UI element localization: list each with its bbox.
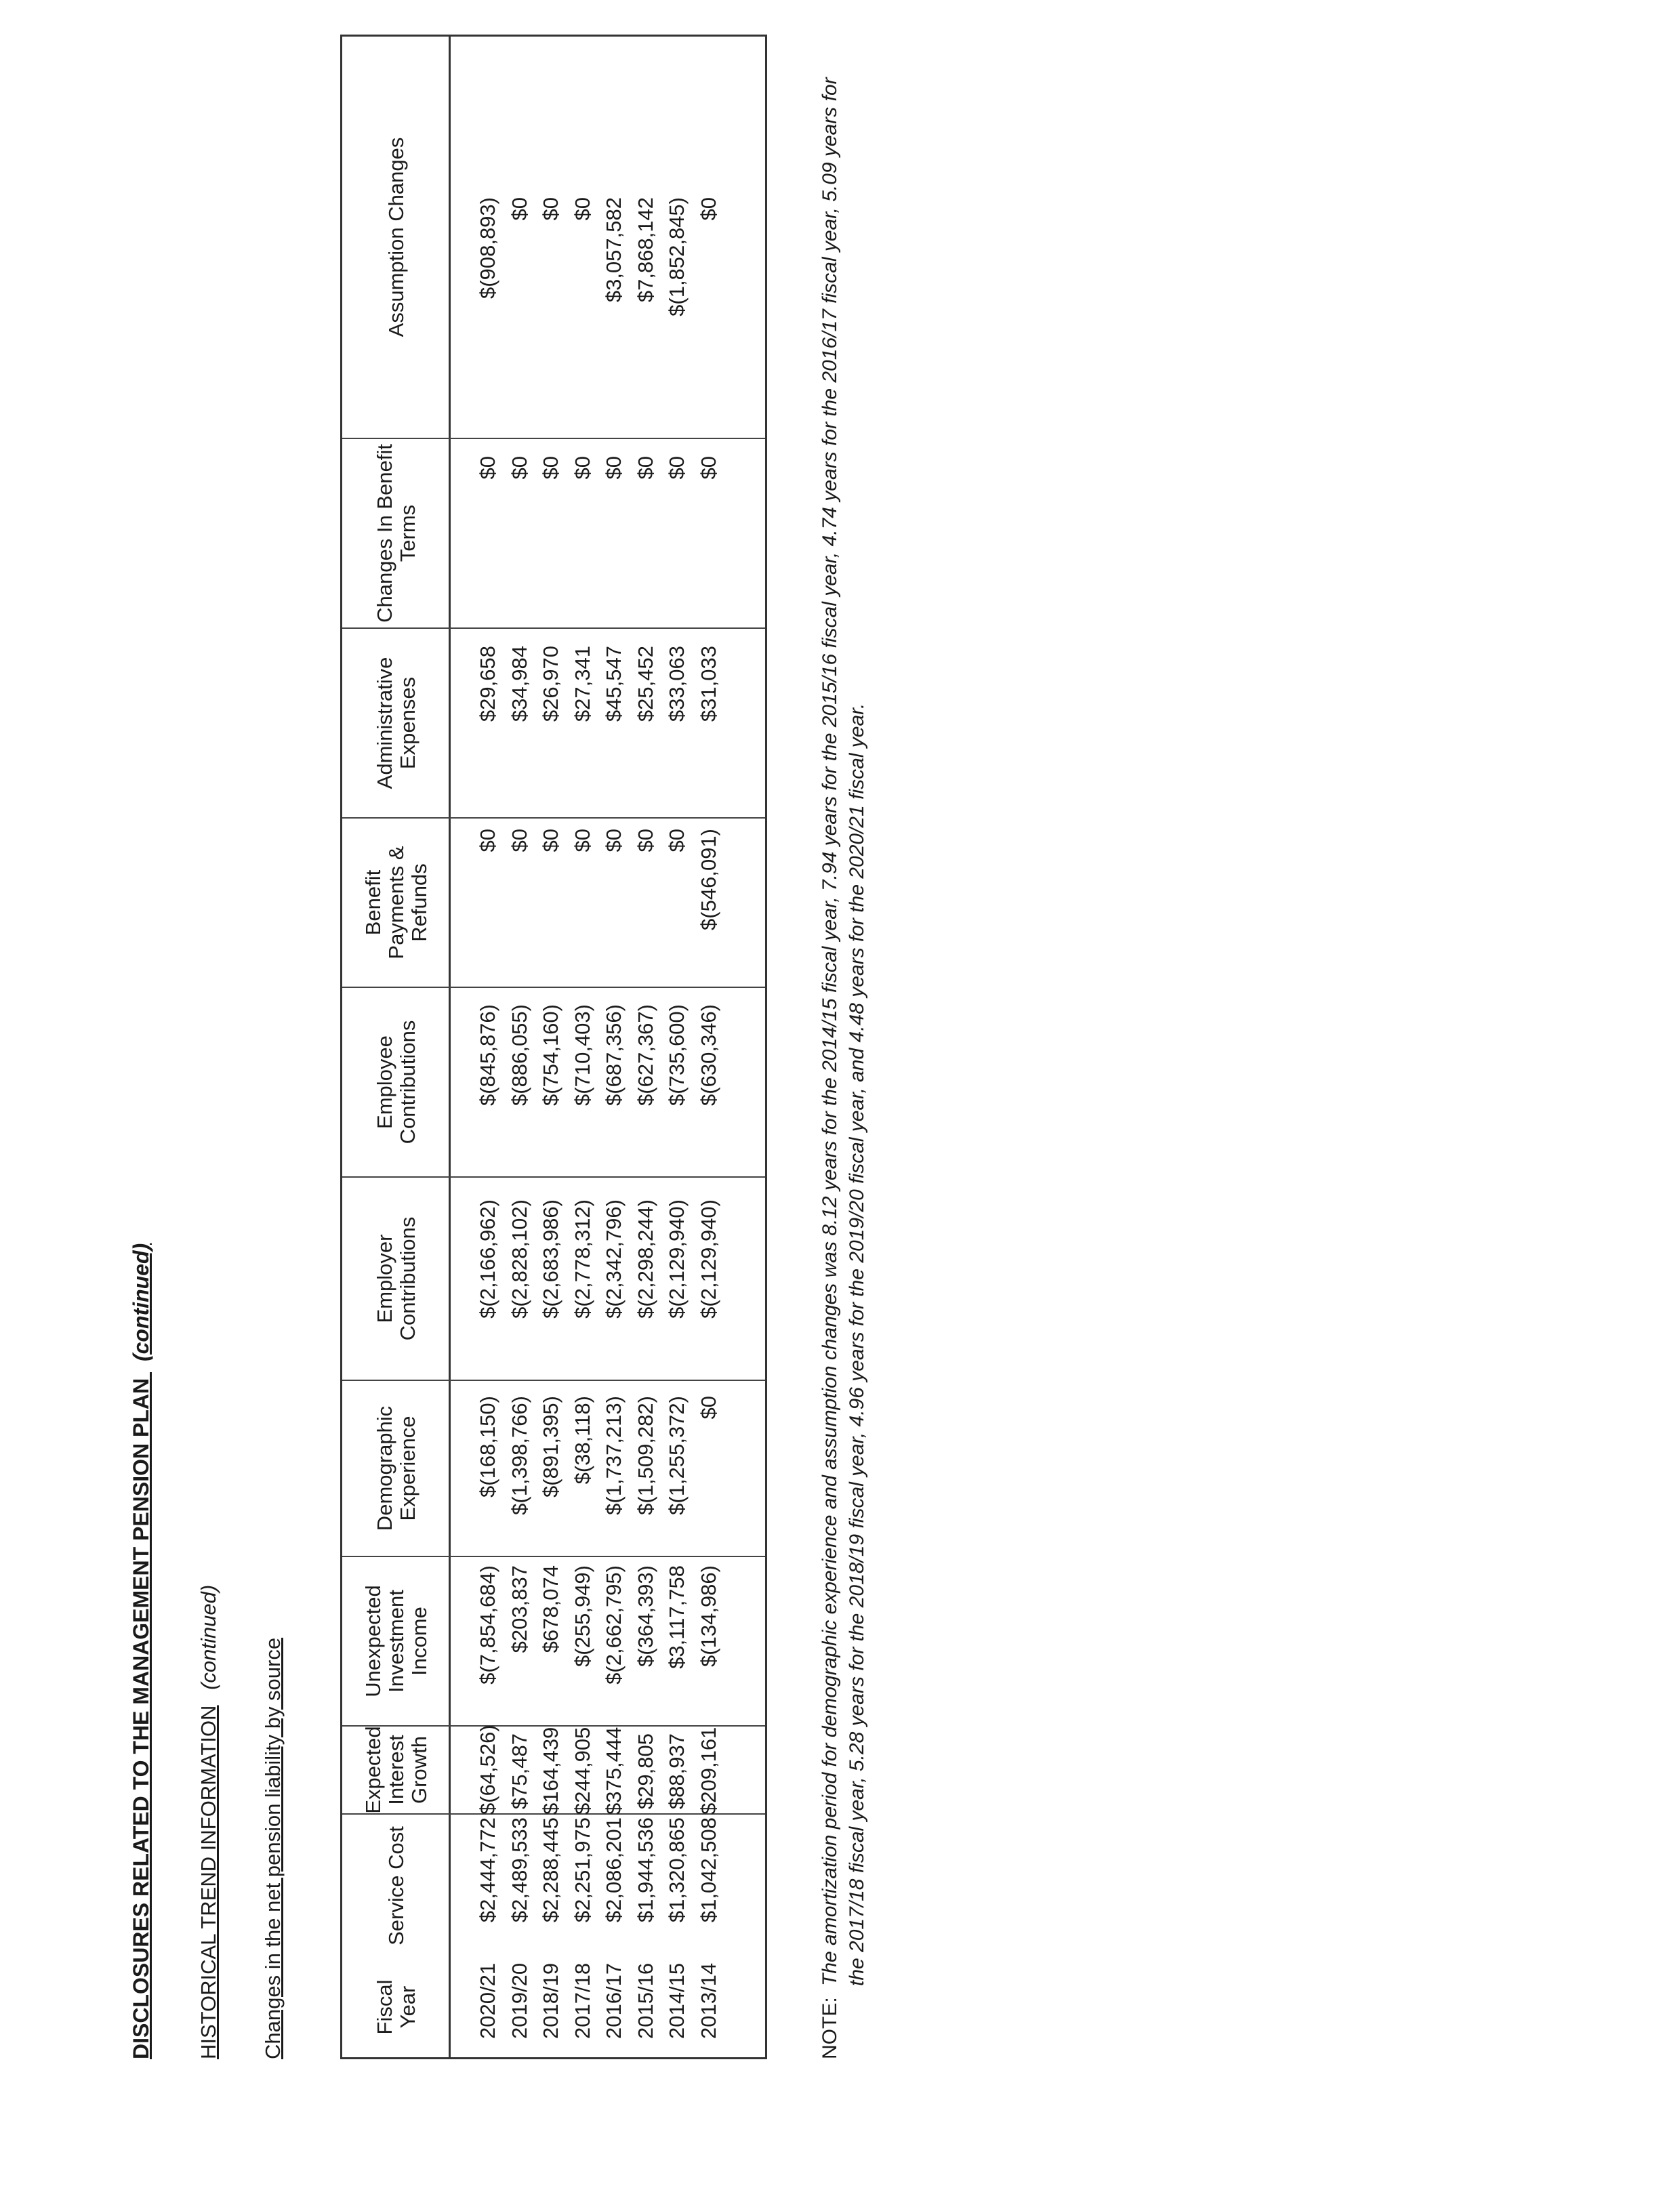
table-cell: $0 [539, 197, 562, 221]
table-cell: $7,868,142 [633, 197, 657, 303]
pension-liability-table [340, 35, 767, 2059]
table-cell: $0 [696, 197, 720, 221]
table-cell: 2020/21 [476, 1962, 499, 2039]
table-cell: $(2,683,986) [539, 1199, 562, 1319]
table-cell: $(1,852,845) [665, 197, 689, 316]
header-employee-contributions: Employee Contributions [342, 988, 451, 1178]
table-cell: $1,944,536 [633, 1817, 657, 1923]
section-heading [197, 1585, 221, 2059]
table-cell: $(2,166,962) [476, 1199, 499, 1319]
table-cell: $(754,160) [539, 1004, 562, 1106]
table-cell: $0 [476, 829, 499, 852]
header-benefit-payments: Benefit Payments & Refunds [342, 819, 451, 988]
table-cell: $(64,526) [476, 1725, 499, 1815]
table-cell: $(886,055) [507, 1004, 531, 1106]
column-service-cost [472, 1817, 724, 1957]
table-cell: $(2,662,795) [602, 1565, 626, 1685]
column-assumption-changes [472, 197, 724, 439]
table-cell: $0 [476, 456, 499, 480]
table-cell: $0 [507, 829, 531, 852]
table-cell: $678,074 [539, 1565, 562, 1653]
table-cell: $0 [602, 456, 626, 480]
subsection-heading: Changes in the net pension liability by source [261, 1637, 285, 2059]
table-cell: $(627,367) [633, 1004, 657, 1106]
table-cell: $0 [696, 456, 720, 480]
table-cell: $(1,398,766) [507, 1396, 531, 1515]
table-cell: 2013/14 [696, 1962, 720, 2039]
table-cell: $(134,986) [696, 1565, 720, 1667]
page-title [129, 1243, 154, 2059]
header-employer-contributions: Employer Contributions [342, 1178, 451, 1381]
table-cell: $29,658 [476, 646, 499, 722]
header-fiscal-year: Fiscal Year [373, 1979, 419, 2035]
table-cell: $(364,393) [633, 1565, 657, 1667]
table-cell: $(2,129,940) [665, 1199, 689, 1319]
footnote [817, 54, 871, 2059]
table-cell: $45,547 [602, 646, 626, 722]
table-cell: $(546,091) [696, 829, 720, 930]
table-cell: $0 [570, 456, 594, 480]
table-cell: $(38,118) [570, 1396, 594, 1485]
table-cell: $0 [633, 829, 657, 852]
table-cell: $(1,737,213) [602, 1396, 626, 1515]
table-cell: $3,057,582 [602, 197, 626, 303]
section-heading-suffix: (continued) [197, 1584, 220, 1690]
table-cell: $3,117,758 [665, 1565, 689, 1669]
table-cell: $29,805 [633, 1733, 657, 1810]
table-cell: $(891,395) [539, 1396, 562, 1498]
table-cell: $(2,342,796) [602, 1199, 626, 1319]
page-title-suffix: (continued) [129, 1243, 153, 1362]
header-unexpected-investment: Unexpected Investment Income [342, 1557, 451, 1727]
column-expected-interest [472, 1725, 724, 1815]
table-cell: $25,452 [633, 646, 657, 722]
table-cell: 2016/17 [602, 1962, 626, 2039]
table-cell: $88,937 [665, 1733, 689, 1810]
table-cell: $0 [570, 197, 594, 221]
column-fiscal-year [472, 1959, 724, 2039]
table-cell: $0 [539, 829, 562, 852]
table-cell: $(735,600) [665, 1004, 689, 1106]
table-cell: $(2,828,102) [507, 1199, 531, 1319]
page-title-text: DISCLOSURES RELATED TO THE MANAGEMENT PENSION PLAN [129, 1378, 153, 2059]
table-cell: $(845,876) [476, 1004, 499, 1106]
table-cell: $(908,893) [476, 197, 499, 299]
column-employee-contributions [472, 1004, 724, 1178]
table-cell: $375,444 [602, 1727, 626, 1815]
header-demographic: Demographic Experience [342, 1381, 451, 1557]
table-cell: $(2,298,244) [633, 1199, 657, 1319]
table-cell: $0 [507, 197, 531, 221]
table-cell: $(630,346) [696, 1004, 720, 1106]
table-cell: $1,042,508 [696, 1817, 720, 1923]
table-cell: $27,341 [570, 646, 594, 722]
header-expected-interest: Expected Interest Growth [342, 1727, 451, 1815]
table-cell: 2019/20 [507, 1962, 531, 2039]
table-cell: $0 [539, 456, 562, 480]
table-cell: $31,033 [696, 646, 720, 722]
table-cell: 2014/15 [665, 1962, 689, 2039]
footnote-text: The amortization period for demographic experience and assumption changes was 8.12 years for the 2014/15 fiscal year, 7.94 years for the 2015/16 fiscal year, 4.74 years for the 2016/17 fiscal year, 5.09 years for the 2017/18 fiscal year, 5.28 years for the 2018/19 fiscal year, 4.96 years for the 2019/20 fiscal year, and 4.48 years for the 2020/21 fiscal year. [819, 77, 868, 1986]
table-cell: $244,905 [570, 1727, 594, 1815]
header-service-cost: Service Cost [384, 1826, 408, 1945]
column-administrative-expenses [472, 646, 724, 819]
table-cell: $34,984 [507, 646, 531, 722]
table-cell: $(1,255,372) [665, 1396, 689, 1515]
table-cell: $2,288,445 [539, 1817, 562, 1923]
table-cell: $209,161 [696, 1727, 720, 1815]
table-cell: $0 [696, 1396, 720, 1420]
table-cell: $203,837 [507, 1565, 531, 1653]
table-cell: 2017/18 [570, 1962, 594, 2039]
table-cell: $0 [665, 456, 689, 480]
column-benefit-terms [472, 456, 724, 629]
header-benefit-terms: Changes In Benefit Terms [342, 439, 451, 629]
table-header-row [342, 37, 451, 2057]
header-administrative-expenses: Administrative Expenses [342, 629, 451, 819]
table-cell: 2018/19 [539, 1962, 562, 2039]
table-cell: $(2,778,312) [570, 1199, 594, 1319]
table-cell: $0 [633, 456, 657, 480]
section-heading-text: HISTORICAL TREND INFORMATION [197, 1705, 220, 2059]
table-cell: $(1,509,282) [633, 1396, 657, 1515]
table-cell: $(710,403) [570, 1004, 594, 1106]
table-cell: $26,970 [539, 646, 562, 722]
table-cell: $1,320,865 [665, 1817, 689, 1923]
table-cell: $0 [570, 829, 594, 852]
footnote-label: NOTE: [819, 1997, 841, 2059]
table-cell: $0 [507, 456, 531, 480]
table-cell: $2,086,201 [602, 1817, 626, 1923]
header-assumption-changes: Assumption Changes [342, 37, 451, 439]
column-unexpected-investment [472, 1565, 724, 1727]
table-cell: $(2,129,940) [696, 1199, 720, 1319]
column-employer-contributions [472, 1199, 724, 1381]
table-cell: 2015/16 [633, 1962, 657, 2039]
table-cell: $2,489,533 [507, 1817, 531, 1923]
table-cell: $(687,356) [602, 1004, 626, 1106]
table-cell: $2,444,772 [476, 1817, 499, 1923]
table-cell: $(168,150) [476, 1396, 499, 1498]
table-cell: $(7,854,684) [476, 1565, 499, 1685]
column-benefit-payments [472, 829, 724, 988]
table-cell: $0 [602, 829, 626, 852]
column-demographic [472, 1396, 724, 1557]
table-cell: $33,063 [665, 646, 689, 722]
table-cell: $75,487 [507, 1733, 531, 1810]
table-cell: $(255,949) [570, 1565, 594, 1667]
table-cell: $0 [665, 829, 689, 852]
table-cell: $164,439 [539, 1727, 562, 1815]
table-cell: $2,251,975 [570, 1817, 594, 1923]
